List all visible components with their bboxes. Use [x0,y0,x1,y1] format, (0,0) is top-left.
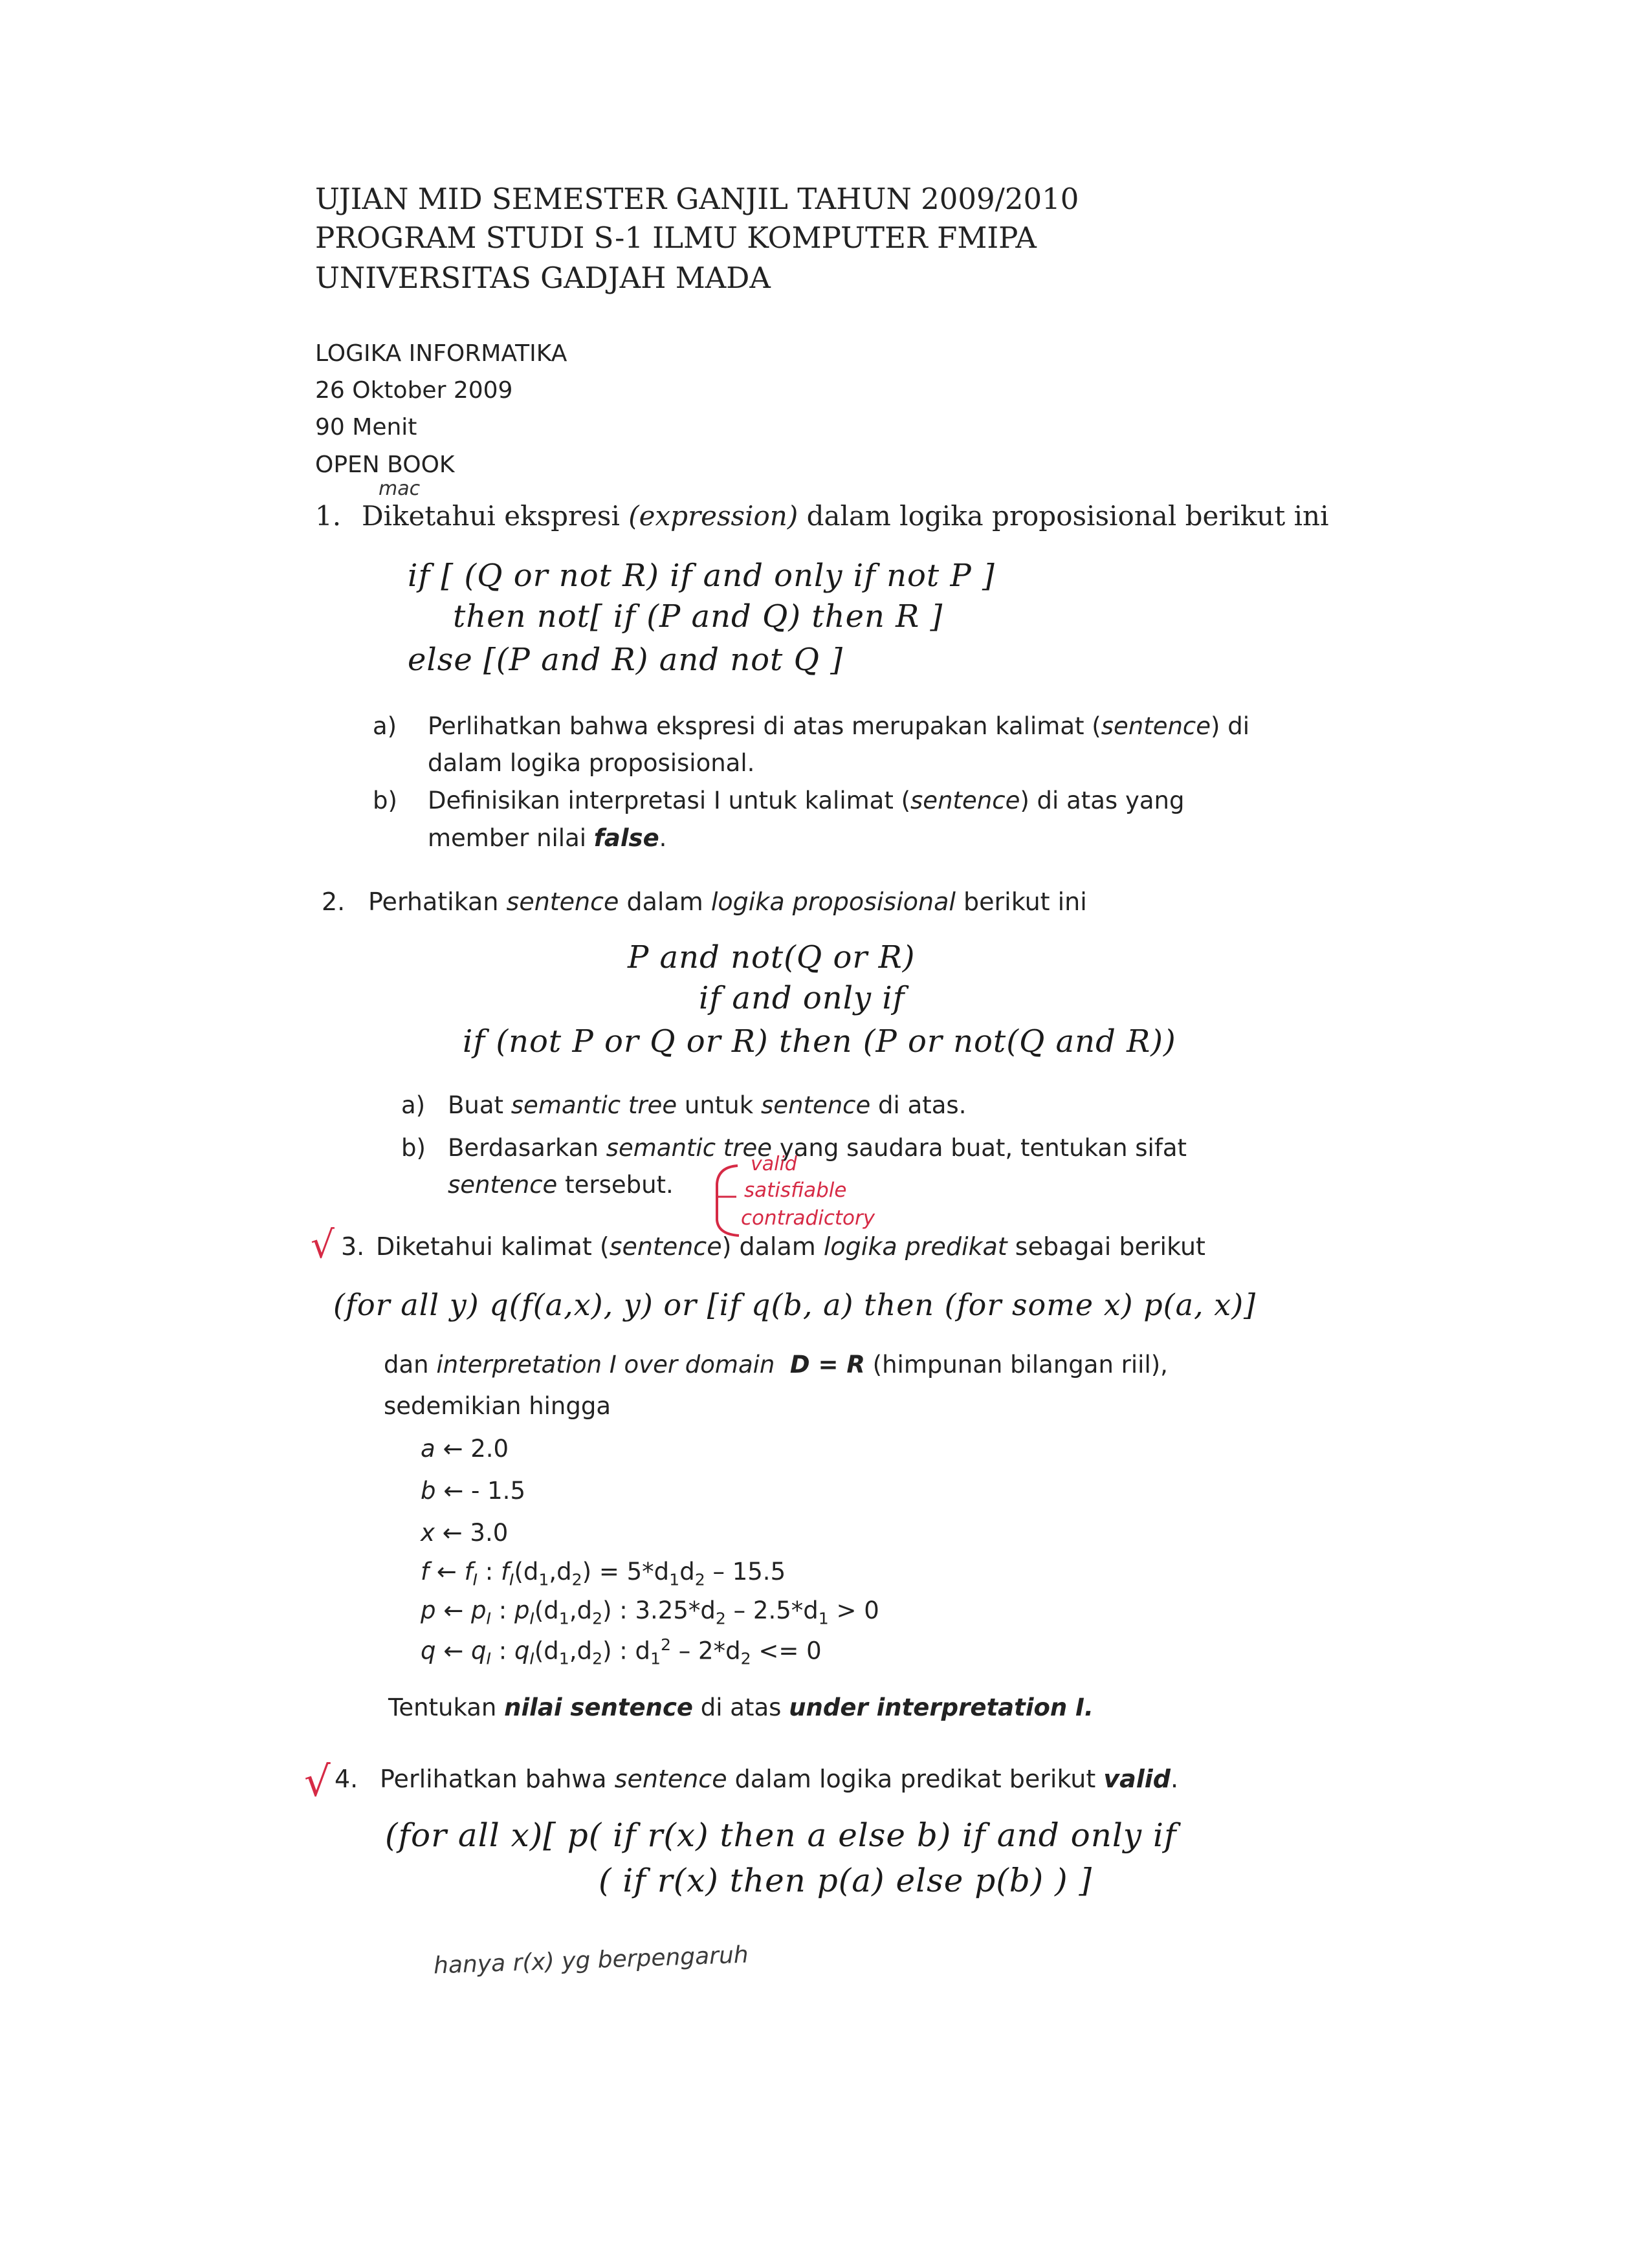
question-1a: a) Perlihatkan bahwa ekspresi di atas merupakan kalimat (sentence) di [373,712,1249,740]
question-3-interpretation-intro: dan interpretation I over domain D = R (himpunan bilangan riil), [384,1351,1168,1379]
question-2b: b) Berdasarkan semantic tree yang saudara buat, tentukan sifat [401,1134,1187,1162]
exam-title-line-3: UNIVERSITAS GADJAH MADA [315,261,771,295]
pencil-note-q4: hanya r(x) yg berpengaruh [433,1941,749,1979]
question-3-interpretation-intro-cont: sedemikian hingga [384,1392,611,1420]
question-3-task: Tentukan nilai sentence di atas under interpretation I. [388,1694,1094,1721]
exam-title-line-1: UJIAN MID SEMESTER GANJIL TAHUN 2009/2010 [315,182,1079,216]
definition-p: p ← $p_I$ : $p_I(d_1,d_2)$ : $3.25*d_2 - 2.5*d_1 > 0$ [421,1597,879,1628]
question-1b-cont: member nilai false. [428,824,667,852]
question-3-text: 3. Diketahui kalimat (sentence) dalam logika predikat sebagai berikut [341,1232,1205,1261]
exam-mode: OPEN BOOK [315,452,455,478]
red-note-satisfiable: satisfiable [744,1179,847,1202]
question-2-expression-line-3: if (not P or Q or R) then (P or not(Q and R)) [463,1023,1176,1060]
question-1-text: 1. Diketahui ekspresi (expression) dalam logika proposisional berikut ini [315,500,1329,532]
red-note-contradictory: contradictory [741,1206,875,1230]
question-2-expression-line-2: if and only if [699,980,905,1016]
question-3-number: 3. [341,1232,365,1261]
course-name: LOGIKA INFORMATIKA [315,340,567,367]
question-2b-cont: sentence tersebut. [448,1171,674,1199]
question-2-expression-line-1: P and not(Q or R) [628,939,916,976]
question-4-number: 4. [335,1765,358,1793]
question-2a: a) Buat semantic tree untuk sentence di atas. [401,1091,967,1119]
exam-duration: 90 Menit [315,414,417,441]
red-check-mark-q4: √ [304,1758,331,1806]
question-2-text: 2. Perhatikan sentence dalam logika proposisional berikut ini [322,888,1087,916]
red-note-valid: valid [751,1153,797,1175]
question-4-text: 4. Perlihatkan bahwa sentence dalam logika predikat berikut valid. [335,1765,1179,1793]
question-1-number: 1. [315,500,342,532]
question-1b: b) Definisikan interpretasi I untuk kalimat (sentence) di atas yang [373,787,1185,814]
question-3-expression: (for all y) q(f(a,x), y) or [if q(b, a) then (for some x) p(a, x)] [333,1287,1257,1322]
definition-f: f ← $f_I$ : $f_I(d_1,d_2) = 5*d_1d_2 - 15.5$ [421,1558,786,1589]
assignment-x: x ← 3.0 [421,1519,509,1547]
exam-title-line-2: PROGRAM STUDI S-1 ILMU KOMPUTER FMIPA [315,221,1037,255]
question-1-expression-line-2: then not[ if (P and Q) then R ] [453,598,943,635]
question-1a-cont: dalam logika proposisional. [428,749,755,777]
assignment-a: a ← 2.0 [421,1435,509,1463]
handwritten-note-mac: mac [379,477,421,500]
exam-date: 26 Oktober 2009 [315,377,513,404]
red-check-mark-q3: √ [311,1223,335,1267]
assignment-b: b ← - 1.5 [421,1477,525,1505]
red-bracket-annotation [705,1158,744,1242]
question-1-expression-line-1: if [ (Q or not R) if and only if not P ] [408,558,995,594]
question-2-number: 2. [322,888,346,916]
question-4-expression-line-2: ( if r(x) then p(a) else p(b) ) ] [599,1862,1093,1899]
question-4-expression-line-1: (for all x)[ p( if r(x) then a else b) if and only if [385,1816,1177,1854]
definition-q: q ← $q_I$ : $q_I(d_1,d_2)$ : $d_1^2 - 2*d_2 <= 0$ [421,1635,822,1668]
question-1-expression-line-3: else [(P and R) and not Q ] [408,642,843,678]
